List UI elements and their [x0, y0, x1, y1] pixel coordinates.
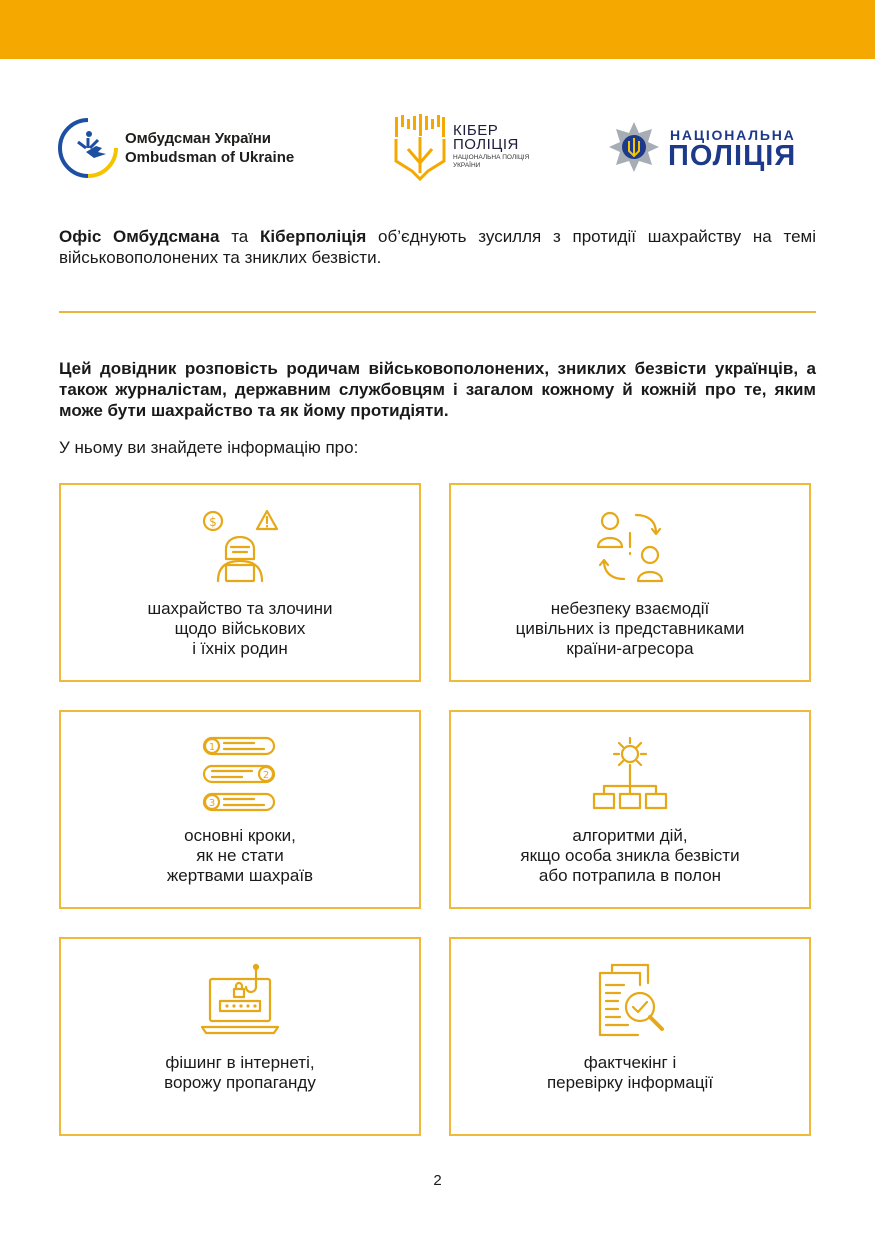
phishing-laptop-icon [200, 963, 280, 1039]
section-divider [59, 311, 816, 313]
people-exchange-icon [590, 509, 670, 585]
national-police-logo [608, 121, 823, 177]
topic-card-interaction-text [451, 599, 809, 659]
gear-hierarchy-icon [590, 736, 670, 812]
cyberpolice-logo [392, 113, 552, 183]
card-line: і їхніх родин [192, 639, 288, 658]
card-line: країни-агресора [566, 639, 694, 658]
card-line: небезпеку взаємодії [550, 599, 710, 618]
card-line: щодо військових [174, 619, 306, 638]
police-title-2: ПОЛІЦІЯ [668, 140, 797, 172]
topic-card-phishing-text [61, 1053, 419, 1093]
topic-card-steps-text [61, 826, 419, 886]
page-number: 2 [433, 1172, 442, 1189]
ombudsman-name-uk: Омбудсман України [125, 130, 272, 147]
lead-paragraph: Цей довідник розповість родичам військовополонених, зниклих безвісти українців, а також журналістам, державним службовцям і загалом кожному й кожній про те, яким може бути шахрайство та як йому протидіяти. [59, 359, 816, 420]
ombudsman-name-en: Ombudsman of Ukraine [125, 149, 295, 166]
svg-text:3: 3 [208, 798, 216, 809]
topic-card-factcheck [449, 937, 811, 1136]
ombudsman-emblem-icon [58, 118, 118, 178]
intro-text-1: та [219, 227, 261, 246]
card-line: ворожу пропаганду [164, 1073, 316, 1092]
svg-text:1: 1 [208, 742, 216, 753]
card-line: основні кроки, [184, 826, 296, 845]
intro-paragraph [59, 226, 816, 268]
cyberpolice-title-1: КІБЕР [453, 122, 499, 139]
cyberpolice-title-2: ПОЛІЦІЯ [453, 136, 519, 153]
top-accent-bar [0, 0, 875, 59]
numbered-steps-icon [200, 736, 280, 812]
svg-text:2: 2 [262, 770, 270, 781]
trident-icon [392, 113, 448, 183]
topic-card-interaction [449, 483, 811, 682]
card-line: алгоритми дій, [572, 826, 688, 845]
topic-card-steps [59, 710, 421, 909]
card-line: як не стати [196, 846, 284, 865]
intro-text-2: об’єднують зусилля з протидії шахрайству на темі військовополонених та зниклих безвісти. [59, 227, 816, 267]
card-line: цивільних із представниками [515, 619, 745, 638]
card-line: перевірку інформації [546, 1073, 714, 1092]
topic-card-algorithms-text [451, 826, 809, 886]
topic-card-fraud [59, 483, 421, 682]
intro-bold-cyberpolice: Кіберполіція [260, 227, 367, 246]
list-intro: У ньому ви знайдете інформацію про: [59, 438, 359, 457]
card-line: або потрапила в полон [538, 866, 722, 885]
card-line: якщо особа зникла безвісти [520, 846, 740, 865]
topic-card-factcheck-text [451, 1053, 809, 1093]
intro-bold-office: Офіс Омбудсмана [59, 227, 220, 246]
svg-text:$: $ [209, 515, 217, 529]
topic-card-algorithms [449, 710, 811, 909]
card-line: фішинг в інтернеті, [165, 1053, 315, 1072]
document-check-icon [590, 963, 670, 1039]
topic-card-fraud-text [61, 599, 419, 659]
ombudsman-logo [58, 118, 338, 178]
cyberpolice-subtitle: НАЦІОНАЛЬНА ПОЛІЦІЯ УКРАЇНИ [453, 154, 530, 169]
police-star-icon [608, 121, 660, 173]
card-line: жертвами шахраїв [166, 866, 314, 885]
police-title-1: НАЦІОНАЛЬНА [670, 127, 796, 143]
hacker-icon [200, 509, 280, 585]
card-line: шахрайство та злочини [147, 599, 333, 618]
card-line: фактчекінг і [583, 1053, 677, 1072]
topic-card-phishing [59, 937, 421, 1136]
